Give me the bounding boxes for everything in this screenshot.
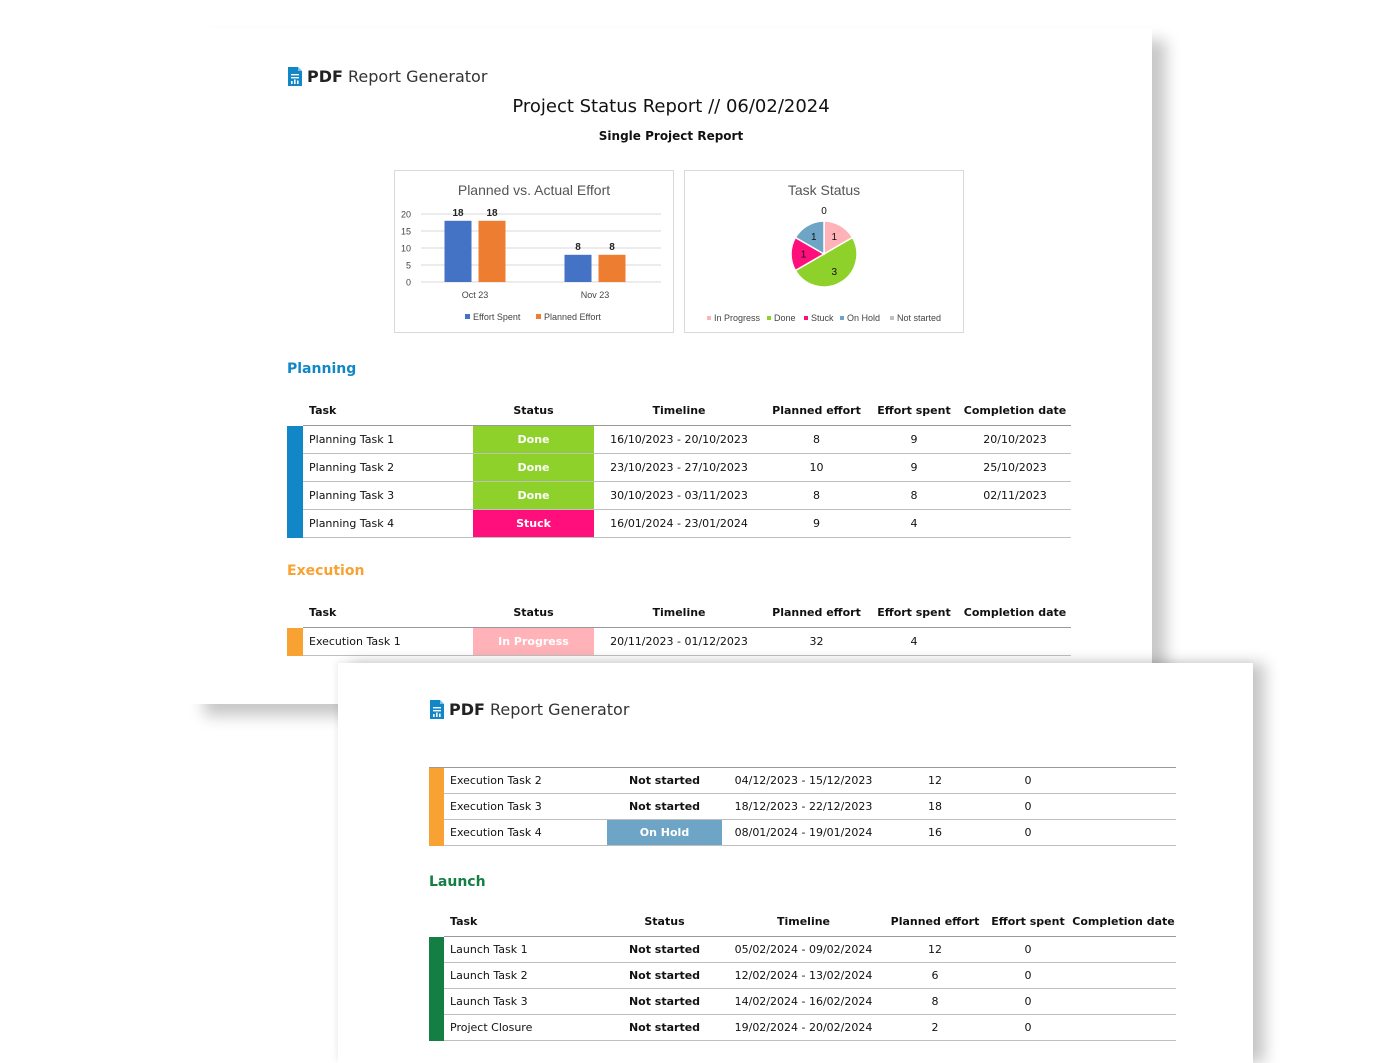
- launch-table: [429, 906, 1176, 1041]
- pdf-report-icon: [429, 699, 445, 720]
- data-label: 1: [810, 231, 817, 243]
- planned-effort: 2: [885, 1015, 985, 1041]
- table-row: [287, 426, 1071, 454]
- status-badge: Not started: [607, 794, 722, 820]
- col-header-task: Task: [444, 906, 607, 937]
- table-row: [287, 510, 1071, 538]
- task-name: Planning Task 3: [303, 482, 473, 510]
- planned-effort: 18: [885, 794, 985, 820]
- timeline: 18/12/2023 - 22/12/2023: [722, 794, 885, 820]
- table-row: [287, 628, 1071, 656]
- data-label: 18: [486, 207, 498, 219]
- effort-spent: 9: [869, 454, 959, 482]
- task-name: Execution Task 1: [303, 628, 473, 656]
- timeline: 14/02/2024 - 16/02/2024: [722, 989, 885, 1015]
- legend-swatch: [804, 316, 808, 320]
- status-badge: Not started: [607, 1015, 722, 1041]
- section-color-bar: [429, 1015, 444, 1041]
- section-title-execution: Execution: [287, 563, 365, 579]
- status-badge: Not started: [607, 768, 722, 794]
- section-color-bar: [287, 628, 303, 656]
- task-name: Project Closure: [444, 1015, 607, 1041]
- bar: [479, 221, 506, 282]
- timeline: 16/01/2024 - 23/01/2024: [594, 510, 764, 538]
- planning-rows: [287, 426, 1071, 538]
- data-label: 8: [609, 241, 615, 253]
- effort-bar-chart: [395, 171, 673, 332]
- status-badge: In Progress: [473, 628, 594, 656]
- completion-date: 25/10/2023: [959, 454, 1071, 482]
- col-header-effort-spent: Effort spent: [869, 395, 959, 426]
- completion-date: [959, 628, 1071, 656]
- status-badge: Done: [473, 482, 594, 510]
- effort-spent: 0: [985, 989, 1071, 1015]
- col-header-task: Task: [303, 597, 473, 628]
- report-title: Project Status Report // 06/02/2024: [512, 96, 830, 117]
- status-badge: On Hold: [607, 820, 722, 846]
- legend-swatch: [707, 316, 711, 320]
- section-color-bar: [429, 963, 444, 989]
- logo-text: PDF Report Generator: [449, 700, 630, 719]
- timeline: 23/10/2023 - 27/10/2023: [594, 454, 764, 482]
- data-label: 3: [831, 267, 838, 279]
- logo-text: PDF Report Generator: [307, 67, 488, 86]
- logo: [287, 66, 487, 87]
- effort-spent: 0: [985, 820, 1071, 846]
- task-name: Execution Task 4: [444, 820, 607, 846]
- col-header-effort-spent: Effort spent: [985, 906, 1071, 937]
- legend-swatch: [767, 316, 771, 320]
- task-name: Execution Task 2: [444, 768, 607, 794]
- data-label: 0: [821, 206, 827, 217]
- planned-effort: 32: [764, 628, 869, 656]
- execution-rows: [287, 628, 1071, 656]
- timeline: 16/10/2023 - 20/10/2023: [594, 426, 764, 454]
- effort-spent: 9: [869, 426, 959, 454]
- col-header-status: Status: [473, 395, 594, 426]
- report-subtitle: Single Project Report: [598, 129, 744, 143]
- completion-date: 02/11/2023: [959, 482, 1071, 510]
- legend-label: Done: [774, 313, 796, 323]
- col-header-planned-effort: Planned effort: [764, 597, 869, 628]
- col-header-timeline: Timeline: [594, 395, 764, 426]
- bar-chart-title: Planned vs. Actual Effort: [457, 182, 611, 198]
- effort-chart: [394, 170, 674, 333]
- section-color-bar: [429, 989, 444, 1015]
- timeline: 19/02/2024 - 20/02/2024: [722, 1015, 885, 1041]
- table-row: [429, 820, 1176, 846]
- completion-date: [1071, 989, 1176, 1015]
- col-header-completion-date: Completion date: [1071, 906, 1176, 937]
- table-row: [429, 989, 1176, 1015]
- planned-effort: 10: [764, 454, 869, 482]
- launch-rows: [429, 937, 1176, 1041]
- execution-table: [287, 597, 1071, 656]
- effort-spent: 0: [985, 937, 1071, 963]
- report-page-2: [338, 663, 1253, 1063]
- table-row: [429, 1015, 1176, 1041]
- section-color-bar: [429, 937, 444, 963]
- section-color-bar: [429, 794, 444, 820]
- completion-date: [1071, 794, 1176, 820]
- y-tick-label: 20: [400, 209, 411, 220]
- execution-table-continued: [429, 767, 1176, 846]
- completion-date: [1071, 820, 1176, 846]
- bar: [565, 255, 592, 282]
- completion-date: [1071, 963, 1176, 989]
- legend-label: Planned Effort: [544, 312, 601, 322]
- section-color-bar: [287, 426, 303, 454]
- planned-effort: 8: [764, 482, 869, 510]
- data-label: 18: [452, 207, 464, 219]
- completion-date: 20/10/2023: [959, 426, 1071, 454]
- task-name: Planning Task 4: [303, 510, 473, 538]
- completion-date: [1071, 937, 1176, 963]
- legend-label: Stuck: [811, 313, 834, 323]
- status-badge: Done: [473, 454, 594, 482]
- table-row: [287, 454, 1071, 482]
- table-row: [429, 768, 1176, 794]
- status-badge: Done: [473, 426, 594, 454]
- col-header-task: Task: [303, 395, 473, 426]
- planned-effort: 12: [885, 768, 985, 794]
- col-header-timeline: Timeline: [594, 597, 764, 628]
- task-name: Launch Task 3: [444, 989, 607, 1015]
- data-label: 8: [575, 241, 581, 253]
- status-chart: [684, 170, 964, 333]
- task-name: Launch Task 1: [444, 937, 607, 963]
- y-tick-label: 10: [400, 243, 411, 254]
- effort-spent: 4: [869, 510, 959, 538]
- timeline: 08/01/2024 - 19/01/2024: [722, 820, 885, 846]
- status-pie-chart: [685, 171, 963, 332]
- table-row: [429, 963, 1176, 989]
- pdf-report-icon: [287, 66, 303, 87]
- planned-effort: 9: [764, 510, 869, 538]
- col-header-timeline: Timeline: [722, 906, 885, 937]
- effort-spent: 4: [869, 628, 959, 656]
- effort-spent: 0: [985, 1015, 1071, 1041]
- bar: [445, 221, 472, 282]
- effort-spent: 0: [985, 768, 1071, 794]
- task-name: Planning Task 2: [303, 454, 473, 482]
- timeline: 12/02/2024 - 13/02/2024: [722, 963, 885, 989]
- legend-label: On Hold: [847, 313, 881, 323]
- planned-effort: 6: [885, 963, 985, 989]
- planned-effort: 16: [885, 820, 985, 846]
- timeline: 04/12/2023 - 15/12/2023: [722, 768, 885, 794]
- legend-label: In Progress: [714, 313, 761, 323]
- status-badge: Not started: [607, 989, 722, 1015]
- timeline: 05/02/2024 - 09/02/2024: [722, 937, 885, 963]
- table-row: [429, 794, 1176, 820]
- effort-spent: 8: [869, 482, 959, 510]
- y-tick-label: 0: [405, 277, 411, 288]
- col-header-planned-effort: Planned effort: [764, 395, 869, 426]
- status-badge: Not started: [607, 937, 722, 963]
- legend-swatch: [840, 316, 844, 320]
- section-color-bar: [429, 768, 444, 794]
- section-title-planning: Planning: [287, 361, 357, 377]
- pie-chart-title: Task Status: [787, 182, 861, 198]
- status-badge: Not started: [607, 963, 722, 989]
- task-name: Execution Task 3: [444, 794, 607, 820]
- completion-date: [1071, 768, 1176, 794]
- legend-swatch: [890, 316, 894, 320]
- planned-effort: 8: [764, 426, 869, 454]
- task-name: Planning Task 1: [303, 426, 473, 454]
- completion-date: [1071, 1015, 1176, 1041]
- section-color-bar: [429, 820, 444, 846]
- data-label: 1: [800, 249, 807, 261]
- col-header-status: Status: [473, 597, 594, 628]
- section-color-bar: [287, 510, 303, 538]
- x-tick-label: Nov 23: [580, 290, 610, 300]
- legend-label: Not started: [897, 313, 942, 323]
- col-header-status: Status: [607, 906, 722, 937]
- effort-spent: 0: [985, 794, 1071, 820]
- completion-date: [959, 510, 1071, 538]
- x-tick-label: Oct 23: [461, 290, 489, 300]
- status-badge: Stuck: [473, 510, 594, 538]
- col-header-effort-spent: Effort spent: [869, 597, 959, 628]
- planned-effort: 8: [885, 989, 985, 1015]
- y-tick-label: 15: [400, 226, 411, 237]
- section-color-bar: [287, 482, 303, 510]
- legend-swatch: [536, 314, 541, 319]
- table-row: [287, 482, 1071, 510]
- legend-label: Effort Spent: [473, 312, 521, 322]
- legend-swatch: [465, 314, 470, 319]
- timeline: 20/11/2023 - 01/12/2023: [594, 628, 764, 656]
- logo: [429, 699, 629, 720]
- y-tick-label: 5: [405, 260, 411, 271]
- planning-table: [287, 395, 1071, 538]
- data-label: 1: [831, 231, 838, 243]
- table-row: [429, 937, 1176, 963]
- planned-effort: 12: [885, 937, 985, 963]
- section-title-launch: Launch: [429, 874, 486, 890]
- effort-spent: 0: [985, 963, 1071, 989]
- section-color-bar: [287, 454, 303, 482]
- bar: [599, 255, 626, 282]
- execution-continued-rows: [429, 768, 1176, 846]
- col-header-completion-date: Completion date: [959, 597, 1071, 628]
- timeline: 30/10/2023 - 03/11/2023: [594, 482, 764, 510]
- task-name: Launch Task 2: [444, 963, 607, 989]
- col-header-completion-date: Completion date: [959, 395, 1071, 426]
- col-header-planned-effort: Planned effort: [885, 906, 985, 937]
- report-page-1: [190, 28, 1152, 704]
